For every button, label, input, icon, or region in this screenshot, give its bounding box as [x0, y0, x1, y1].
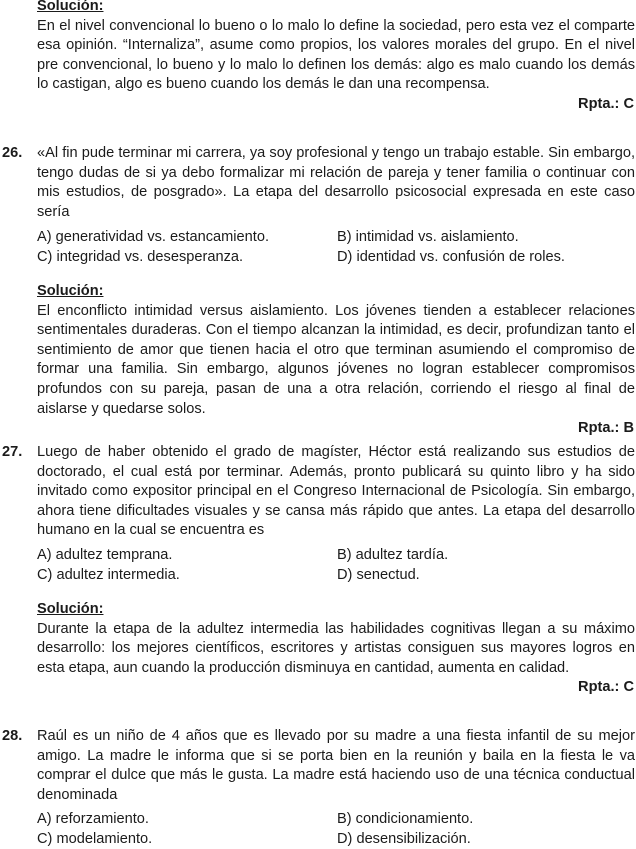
question-28-text: Raúl es un niño de 4 años que es llevado por su madre a una fiesta infantil de su mejor amigo. La madre le informa que si se porta bien en la reunión y baila en la fiesta le va comprar el dulce que más le gusta. La madre está haciendo uso de una técnica conductual denominada [37, 728, 635, 803]
option-d: D) desensibilización. [337, 830, 471, 847]
option-c: C) modelamiento. [37, 830, 153, 847]
option-b: B) intimidad vs. aislamiento. [337, 229, 519, 245]
solution-text: En el nivel convencional lo bueno o lo malo lo define la sociedad, pero esta vez el comparte esa opinión. “Internaliza”, asume como propios, los valores morales del grupo. En el nivel pre convencional, lo bueno y lo malo lo definen los demás: algo es malo cuando los demás lo castigan, algo es bueno cuando los demás le dan una recompensa. [37, 17, 635, 93]
question-number: 28. [2, 728, 23, 744]
question-number: 26. [2, 145, 23, 161]
q25-solution [37, 0, 635, 115]
answer-label: Rpta.: B [578, 420, 634, 437]
q27-solution [37, 600, 635, 698]
option-d: D) senectud. [337, 566, 420, 583]
answer-label: Rpta.: C [578, 95, 634, 112]
solution-label: Solución: [37, 0, 104, 14]
option-a: A) generatividad vs. estancamiento. [37, 229, 270, 245]
option-c: C) integridad vs. desesperanza. [37, 248, 244, 265]
solution-text: Durante la etapa de la adultez intermedia las habilidades cognitivas llegan a su máximo desarrollo: los mejores científicos, escritores y artistas consiguen sus mayores logros en esta etapa, aun cuando la producción disminuya en cantidad, aumenta en calidad. [37, 620, 635, 676]
option-c: C) adultez intermedia. [37, 566, 180, 583]
solution-label: Solución: [37, 601, 104, 617]
question-26-options [37, 228, 635, 267]
question-27-options [37, 546, 635, 585]
question-26-text: «Al fin pude terminar mi carrera, ya soy profesional y tengo un trabajo estable. Sin embargo, tengo dudas de si ya debo formalizar mi relación de pareja y tener familia o continuar con mis estudios, de posgrado». La etapa del desarrollo psicosocial expresada en este caso sería [37, 145, 635, 220]
option-a: A) reforzamiento. [37, 811, 149, 827]
option-a: A) adultez temprana. [37, 547, 173, 563]
question-28-options [37, 810, 635, 849]
option-b: B) condicionamiento. [337, 811, 474, 827]
solution-label: Solución: [37, 283, 104, 299]
answer-label: Rpta.: C [578, 679, 634, 696]
q26-solution [37, 282, 635, 439]
question-number: 27. [2, 444, 23, 460]
question-27-text: Luego de haber obtenido el grado de magíster, Héctor está realizando sus estudios de doctorado, el cual está por terminar. Además, pronto publicará su quinto libro y ha sido invitado como expositor principal en el Congreso Internacional de Psicología. Sin embargo, ahora tiene dificultades visuales y se cansa más rápido que antes. La etapa del desarrollo humano en la cual se encuentra es [37, 444, 635, 539]
option-d: D) identidad vs. confusión de roles. [337, 248, 565, 265]
option-b: B) adultez tardía. [337, 547, 449, 563]
solution-text: El enconflicto intimidad versus aislamiento. Los jóvenes tienden a establecer relaciones sentimentales duraderas. Con el tiempo alcanzan la intimidad, es decir, profundizan tanto el sentimiento de amor que tienen hacia el otro que terminan asumiendo el compromiso de formar una familia. Sin embargo, algunos jóvenes no logran establecer compromisos profundos con su pareja, pasan de una a otra relación, corriendo el riesgo al final de aislarse y quedarse solos. [37, 302, 635, 417]
